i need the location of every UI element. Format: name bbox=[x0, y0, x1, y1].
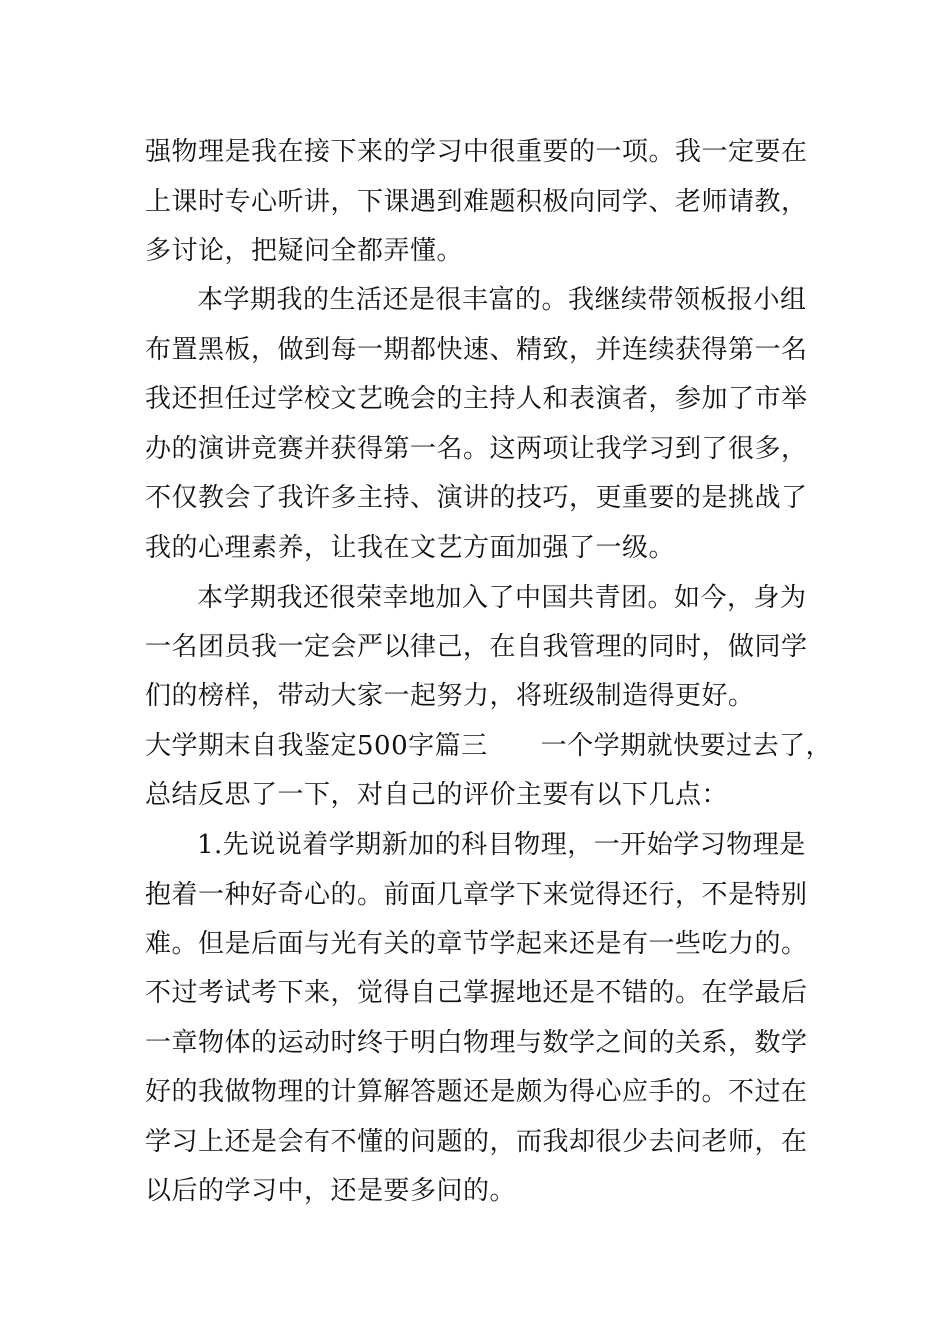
text-line: 我还担任过学校文艺晚会的主持人和表演者，参加了市举 bbox=[145, 384, 808, 414]
text-line: 办的演讲竞赛并获得第一名。这两项让我学习到了很多， bbox=[145, 434, 808, 464]
paragraph-start-line: 1.先说说着学期新加的科目物理，一开始学习物理是 bbox=[197, 830, 806, 860]
text-line: 强物理是我在接下来的学习中很重要的一项。我一定要在 bbox=[145, 137, 808, 167]
text-line: 总结反思了一下，对自己的评价主要有以下几点： bbox=[145, 780, 729, 810]
text-line: 不过考试考下来，觉得自己掌握地还是不错的。在学最后 bbox=[145, 978, 808, 1008]
text-line: 一名团员我一定会严以律己，在自我管理的同时，做同学 bbox=[145, 632, 808, 662]
text-line: 们的榜样，带动大家一起努力，将班级制造得更好。 bbox=[145, 681, 755, 711]
text-line: 上课时专心听讲，下课遇到难题积极向同学、老师请教， bbox=[145, 187, 808, 217]
text-line: 一章物体的运动时终于明白物理与数学之间的关系，数学 bbox=[145, 1028, 808, 1058]
paragraph-start-line: 本学期我还很荣幸地加入了中国共青团。如今，身为 bbox=[197, 583, 807, 613]
text-line: 好的我做物理的计算解答题还是颇为得心应手的。不过在 bbox=[145, 1077, 808, 1107]
text-line: 难。但是后面与光有关的章节学起来还是有一些吃力的。 bbox=[145, 929, 808, 959]
text-line: 以后的学习中，还是要多问的。 bbox=[145, 1176, 517, 1206]
text-line: 抱着一种好奇心的。前面几章学下来觉得还行，不是特别 bbox=[145, 880, 808, 910]
paragraph-start-line: 本学期我的生活还是很丰富的。我继续带领板报小组 bbox=[197, 285, 807, 315]
text-line: 我的心理素养，让我在文艺方面加强了一级。 bbox=[145, 533, 676, 563]
text-line: 不仅教会了我许多主持、演讲的技巧，更重要的是挑战了 bbox=[145, 483, 808, 513]
text-line: 多讨论，把疑问全都弄懂。 bbox=[145, 236, 464, 266]
section-heading-line: 大学期末自我鉴定500字篇三 一个学期就快要过去了， bbox=[145, 731, 833, 761]
text-line: 布置黑板，做到每一期都快速、精致，并连续获得第一名 bbox=[145, 335, 808, 365]
text-line: 学习上还是会有不懂的问题的，而我却很少去问老师，在 bbox=[145, 1127, 808, 1157]
